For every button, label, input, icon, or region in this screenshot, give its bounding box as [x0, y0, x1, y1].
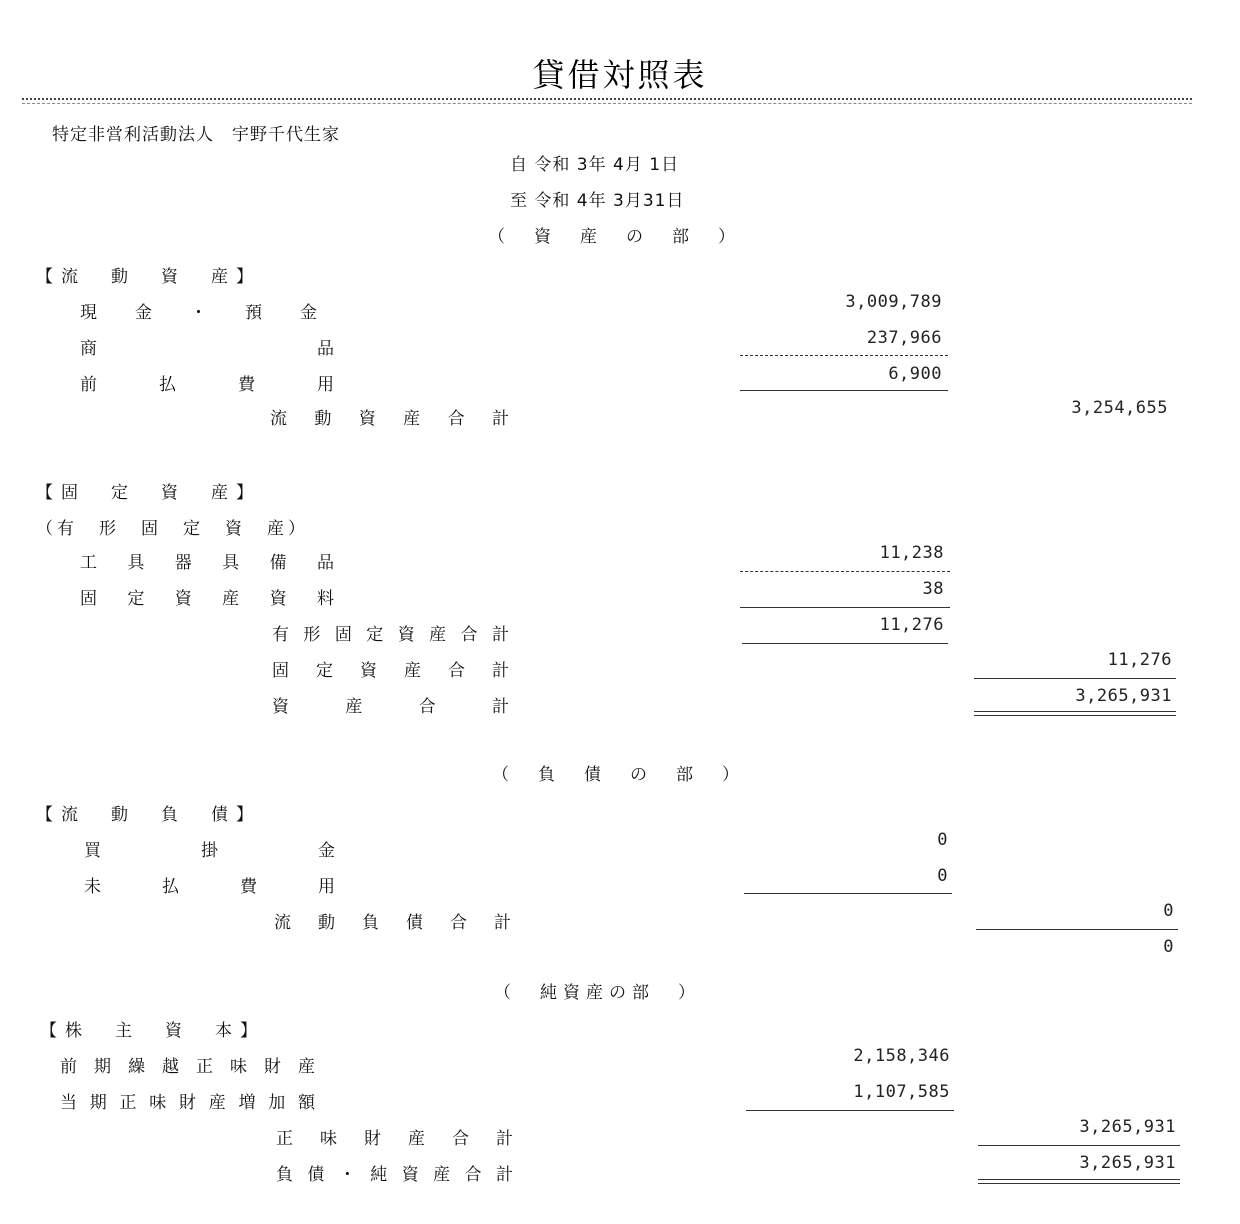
materials-value: 38: [922, 579, 944, 599]
liab-net-total-double-rule: [978, 1179, 1180, 1184]
accrued-rule: [744, 893, 952, 894]
tangible-total-value: 11,276: [879, 615, 944, 635]
prepaid-rule: [740, 390, 948, 391]
accrued-value: 0: [937, 866, 948, 886]
current-liab-total-value: 0: [1163, 901, 1174, 921]
organization-name: 特定非営利活動法人 宇野千代生家: [52, 125, 340, 145]
assets-section-heading: （ 資 産 の 部 ）: [488, 227, 741, 247]
cash-label: 現金・預金: [80, 303, 355, 323]
net-assets-section-heading: （ 純資産の部 ）: [494, 983, 701, 1003]
tangible-heading: （有 形 固 定 資 産）: [36, 519, 309, 539]
period-to: 至 令和 4年 3月31日: [510, 191, 685, 211]
goods-rule: [740, 355, 948, 356]
assets-total-value: 3,265,931: [1075, 686, 1172, 706]
current-assets-heading: 【流 動 資 産】: [36, 267, 261, 287]
prior-net-label: 前 期 繰 越 正 味 財 産: [60, 1057, 316, 1077]
tangible-total-rule: [742, 643, 948, 644]
current-net-increase-value: 1,107,585: [853, 1082, 950, 1102]
tools-value: 11,238: [879, 543, 944, 563]
current-assets-total-value: 3,254,655: [1071, 398, 1168, 418]
prepaid-value: 6,900: [888, 364, 942, 384]
accrued-label: 未 払 費 用: [84, 877, 336, 897]
net-total-rule: [978, 1145, 1180, 1146]
liab-net-total-value: 3,265,931: [1079, 1153, 1176, 1173]
tools-label: 工 具 器 具 備 品: [80, 553, 335, 573]
prepaid-label: 前 払 費 用: [80, 375, 335, 395]
current-assets-total-label: 流 動 資 産 合 計: [270, 409, 510, 429]
cash-value: 3,009,789: [845, 292, 942, 312]
current-liab-total-label: 流 動 負 債 合 計: [274, 913, 512, 933]
net-total-label: 正 味 財 産 合 計: [276, 1129, 514, 1149]
title-underline: [22, 98, 1192, 100]
payables-value: 0: [937, 830, 948, 850]
fixed-total-rule: [974, 678, 1176, 679]
current-liab-total-rule: [976, 929, 1178, 930]
materials-rule: [740, 607, 950, 608]
document-title: 貸借対照表: [532, 56, 708, 94]
period-from: 自 令和 3年 4月 1日: [510, 155, 680, 175]
payables-label: 買 掛 金: [84, 841, 336, 861]
fixed-total-label: 固 定 資 産 合 計: [272, 661, 510, 681]
current-net-increase-rule: [746, 1110, 954, 1111]
fixed-total-value: 11,276: [1107, 650, 1172, 670]
current-net-increase-label: 当 期 正 味 財 産 増 加 額: [60, 1093, 316, 1113]
materials-label: 固 定 資 産 資 料: [80, 589, 335, 609]
prior-net-value: 2,158,346: [853, 1046, 950, 1066]
liabilities-total-value: 0: [1163, 937, 1174, 957]
capital-heading: 【株 主 資 本】: [40, 1021, 265, 1041]
net-total-value: 3,265,931: [1079, 1117, 1176, 1137]
title-underline-secondary: [22, 103, 1192, 104]
goods-label: 商 品: [80, 339, 335, 359]
current-liabilities-heading: 【流 動 負 債】: [36, 805, 261, 825]
goods-value: 237,966: [866, 328, 942, 348]
assets-total-label: 資 産 合 計: [272, 697, 510, 717]
fixed-assets-heading: 【固 定 資 産】: [36, 483, 261, 503]
assets-total-double-rule: [974, 711, 1176, 716]
liabilities-section-heading: （ 負 債 の 部 ）: [492, 765, 745, 785]
tangible-total-label: 有 形 固 定 資 産 合 計: [272, 625, 510, 645]
liab-net-total-label: 負 債 ・ 純 資 産 合 計: [276, 1165, 514, 1185]
tools-rule: [740, 571, 950, 572]
